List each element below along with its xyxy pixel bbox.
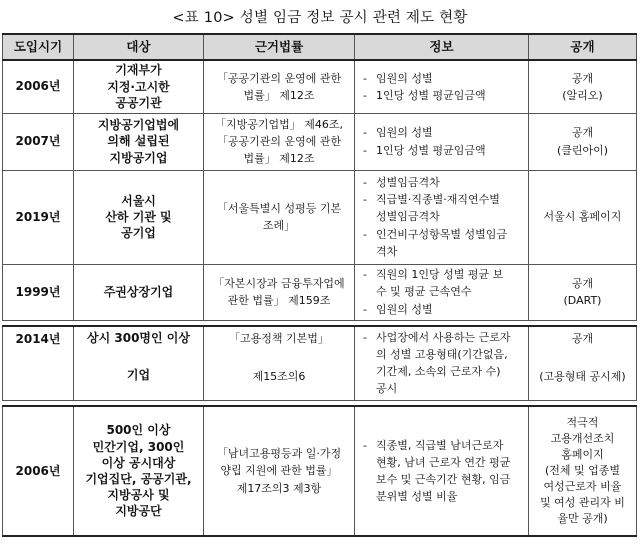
info-item: - 임원의 성별 bbox=[363, 301, 522, 318]
info-item: - 1인당 성별 평균임금액 bbox=[363, 142, 522, 159]
header-target: 대상 bbox=[74, 34, 204, 60]
cell-law bbox=[204, 113, 355, 170]
public-line: 공개 bbox=[571, 71, 594, 85]
target-line: 지방공기업법에 bbox=[97, 118, 180, 133]
cell-info bbox=[355, 113, 529, 170]
target-line: 민간기업, 300인 bbox=[92, 439, 185, 454]
target-line: 500인 이상 bbox=[106, 423, 171, 438]
public-line: (클린아이) bbox=[556, 143, 609, 157]
target-line: 의해 설립된 bbox=[107, 134, 170, 149]
public-line: (전체 및 업종별 bbox=[544, 464, 621, 478]
cell-target bbox=[74, 113, 204, 170]
target-line: 공공기관 bbox=[115, 95, 162, 110]
info-item: - 1인당 성별 평균임금액 bbox=[363, 87, 522, 104]
cell-year: 2014년 bbox=[3, 326, 74, 400]
info-item-cont: 격차 bbox=[376, 244, 398, 258]
cell-public bbox=[529, 113, 637, 170]
target-line: 기재부가 bbox=[115, 63, 162, 78]
target-line: 지방공사 및 bbox=[107, 488, 170, 503]
public-line: (알리오) bbox=[562, 88, 603, 102]
info-item: - 직급별·직종별·재직연수별 bbox=[363, 191, 522, 208]
cell-public bbox=[529, 170, 637, 264]
target-line: 산하 기관 및 bbox=[105, 209, 172, 224]
law-line: 조례」 bbox=[262, 219, 296, 232]
target-line: 공기업 bbox=[121, 226, 156, 241]
cell-info bbox=[355, 326, 529, 400]
header-row bbox=[3, 34, 637, 60]
target-line: 기업 bbox=[126, 368, 151, 383]
info-item: - 사업장에서 사용하는 근로자 bbox=[363, 329, 522, 346]
law-line: 「서울특별시 성평등 기본 bbox=[216, 201, 342, 215]
cell-info bbox=[355, 60, 529, 113]
cell-year: 2006년 bbox=[3, 406, 74, 536]
cell-law bbox=[204, 60, 355, 113]
law-line: 「공공기관의 운영에 관한 bbox=[216, 134, 342, 148]
info-item-cont: 분위별 성별 비율 bbox=[376, 490, 458, 504]
law-line: 양립 지원에 관한 법률」 bbox=[220, 464, 338, 478]
cell-target bbox=[74, 264, 204, 320]
law-line: 제17조의3 제3항 bbox=[236, 481, 322, 495]
cell-law bbox=[204, 264, 355, 320]
cell-target bbox=[74, 326, 204, 400]
info-item: - 직원의 1인당 성별 평균 보 bbox=[363, 266, 522, 283]
table-row bbox=[3, 170, 637, 264]
cell-public bbox=[529, 60, 637, 113]
table-caption: <표 10> 성별 임금 정보 공시 관련 제도 현황 bbox=[172, 10, 468, 26]
public-line: 여성근로자 비율 bbox=[543, 479, 622, 493]
info-item: - 성별임금격차 bbox=[363, 174, 522, 191]
header-info: 정보 bbox=[355, 34, 529, 60]
cell-law bbox=[204, 170, 355, 264]
target-line: 서울시 bbox=[121, 193, 156, 208]
table-row bbox=[3, 60, 637, 113]
public-line: 공개 bbox=[571, 276, 594, 290]
target-line: 지방공기업 bbox=[109, 150, 168, 165]
law-line: 「지방공기업법」 제46조, bbox=[215, 117, 343, 131]
cell-public bbox=[529, 264, 637, 320]
table-row bbox=[3, 264, 637, 320]
public-line: 율만 공개) bbox=[557, 511, 608, 525]
table-row bbox=[3, 326, 637, 400]
public-line: 공개 bbox=[571, 126, 594, 140]
public-line: (고용형태 공시제) bbox=[539, 370, 626, 384]
law-line: 제15조의6 bbox=[252, 370, 306, 384]
target-line: 지정·고시한 bbox=[107, 79, 170, 94]
law-line: 법률」 제12조 bbox=[243, 88, 315, 102]
info-item: - 임원의 성별 bbox=[363, 70, 522, 87]
cell-target bbox=[74, 170, 204, 264]
target-line: 이상 공시대상 bbox=[101, 455, 176, 470]
cell-law bbox=[204, 406, 355, 536]
cell-law bbox=[204, 326, 355, 400]
public-line: 공개 bbox=[571, 332, 594, 345]
info-item-cont: 현황, 남녀 근로자 연간 평균 bbox=[376, 455, 511, 469]
target-line: 기업집단, 공공기관, bbox=[85, 472, 192, 486]
cell-target bbox=[74, 406, 204, 536]
public-line: 서울시 홈페이지 bbox=[543, 210, 622, 224]
public-line: 적극적 bbox=[566, 416, 599, 430]
cell-info bbox=[355, 264, 529, 320]
cell-public bbox=[529, 326, 637, 400]
law-line: 법률」 제12조 bbox=[243, 152, 315, 166]
header-public: 공개 bbox=[529, 34, 637, 60]
info-item-cont: 수 및 평균 근속연수 bbox=[376, 285, 472, 299]
law-line: 「남녀고용평등과 일·가정 bbox=[216, 447, 342, 461]
cell-year: 2006년 bbox=[3, 60, 74, 113]
header-year: 도입시기 bbox=[3, 34, 74, 60]
info-item-cont: 공시 bbox=[376, 382, 398, 396]
cell-public bbox=[529, 406, 637, 536]
header-law: 근거법률 bbox=[204, 34, 355, 60]
table-row bbox=[3, 113, 637, 170]
target-line: 주권상장기업 bbox=[103, 284, 174, 299]
info-item: - 직종별, 직급별 남녀근로자 bbox=[363, 437, 522, 454]
info-item-cont: 의 성별 고용형태(기간없음, bbox=[376, 348, 508, 362]
info-item-cont: 보수 및 근속기간 현황, 임금 bbox=[376, 473, 511, 486]
public-line: 고용개선조치 bbox=[550, 432, 615, 446]
table-row bbox=[3, 406, 637, 536]
target-line: 상시 300명인 이상 bbox=[87, 331, 190, 345]
cell-year: 2007년 bbox=[3, 113, 74, 170]
policy-table bbox=[2, 33, 637, 537]
info-item-cont: 기간제, 소속외 근로자 수) bbox=[376, 365, 501, 379]
law-line: 관한 법률」 제159조 bbox=[227, 294, 331, 307]
cell-target bbox=[74, 60, 204, 113]
cell-year: 2019년 bbox=[3, 170, 74, 264]
cell-info bbox=[355, 170, 529, 264]
target-line: 지방공단 bbox=[115, 504, 162, 519]
law-line: 「고용정책 기본법」 bbox=[229, 332, 329, 345]
cell-info bbox=[355, 406, 529, 536]
info-item: - 인건비구성항목별 성별임금 bbox=[363, 226, 522, 243]
law-line: 「공공기관의 운영에 관한 bbox=[216, 71, 342, 85]
info-item-cont: 성별임금격차 bbox=[376, 210, 440, 224]
law-line: 「자본시장과 금융투자업에 bbox=[213, 276, 345, 290]
cell-year: 1999년 bbox=[3, 264, 74, 320]
public-line: 및 여성 관리자 비 bbox=[540, 495, 625, 509]
info-item: - 임원의 성별 bbox=[363, 124, 522, 141]
public-line: 홈페이지 bbox=[561, 448, 604, 462]
public-line: (DART) bbox=[563, 294, 602, 307]
